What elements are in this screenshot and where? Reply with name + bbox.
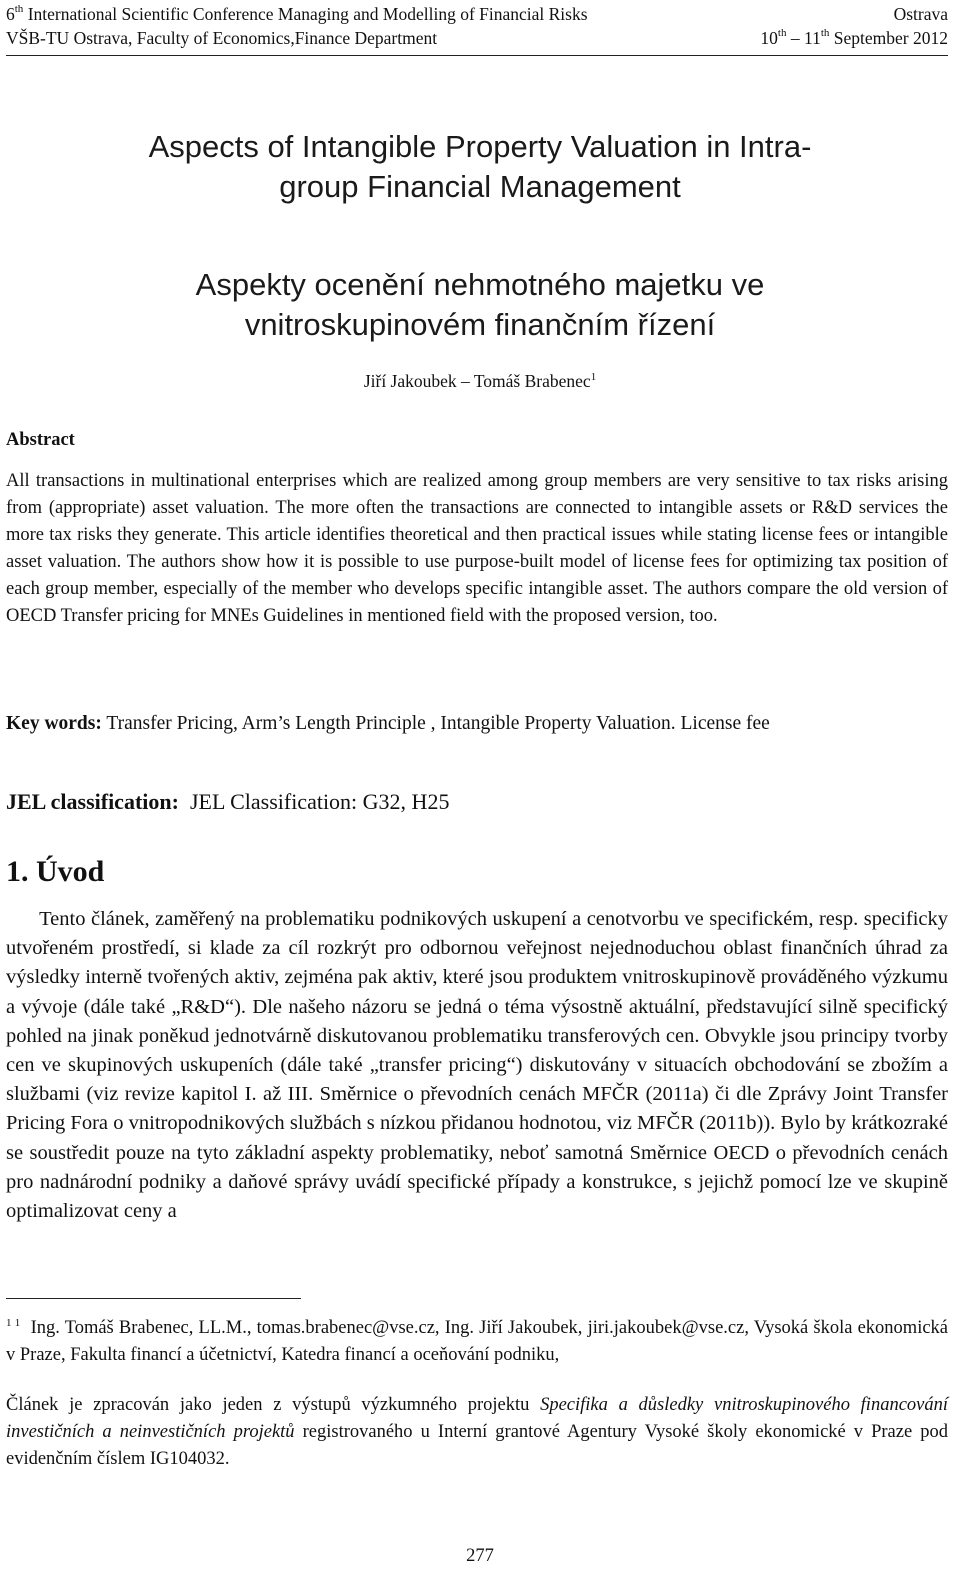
- author-line: Jiří Jakoubek – Tomáš Brabenec$^1$: [363, 371, 597, 391]
- section-heading: 1. Úvod: [6, 855, 105, 888]
- page-number: 277: [466, 1546, 494, 1566]
- footnote-divider: [6, 1298, 301, 1299]
- paper-title-czech: Aspekty ocenění nehmotného majetku ve vnitroskupinovém finančním řízení: [195, 267, 765, 342]
- introduction-text: Tento článek, zaměřený na problematiku podnikových uskupení a cenotvorbu ve specifickém, resp. specificky utvořeném prostředí, si klade za cíl rozkrýt pro odbornou veřejnost nejednoduchou oblast finančních úhrad za výsledky interně tvořených aktiv, zejména pak aktiv, které jsou produktem vnitroskupinově prováděného výzkumu a vývoje (dále také „R&D“). Dle našeho názoru se jedná o téma výsostně aktuální, představující silně specifický pohled na jinak poněkud jednotvárně diskutovanou problematiku transferových cen. Obvykle jsou principy tvorby cen ve skupinových uskupeních (dále také „transfer pricing“) diskutovány v situacích obchodování se zbožím a službami (viz revize kapitol I. až III. Směrnice o převodních cenách MFČR (2011a) či dle Zprávy Joint Transfer Pricing Fora o vnitropodnikových službách s nízkou přidanou hodnotou, viz MFČR (2011b)). Bylo by krátkozraké se soustředit pouze na tyto základní aspekty problematiky, neboť samotná Směrnice OECD o převodních cenách pro nadnárodní podniky a daňové správy uvádí specifické případy a konstrukce, s jejichž pomocí lze ve skupině optimalizovat ceny a: [6, 908, 949, 1223]
- author-footnote-mark: 1: [590, 371, 597, 384]
- abstract-heading: Abstract: [6, 430, 75, 450]
- jel-classification: JEL classification: JEL Classification: G32, H25: [6, 789, 450, 814]
- abstract-text: All transactions in multinational enterprises which are realized among group members are very sensitive to tax risks arising from (appropriate) asset valuation. The more often the transactions are connected to intangible assets or R&D services the more tax risks they generate. This article identifies theoretical and then practical issues while stating license fees or intangible asset valuation. The authors show how it is possible to use purpose-built model of license fees for optimizing tax position of each group member, especially of the member who develops specific intangible asset. The authors compare the old version of OECD Transfer pricing for MNEs Guidelines in mentioned field with the proposed version, too.: [6, 471, 948, 626]
- header-date: 10th – 11th September 2012: [760, 27, 948, 48]
- funding-note: Článek je zpracován jako jeden z výstupů výzkumného projektu Specifika a důsledky vnitroskupinového financování investičních a neinvestičních projektů registrovaného u Interní grantové Agentury Vysoké školy ekonomické v Praze pod evidenčním číslem IG104032.: [6, 1395, 949, 1469]
- conference-line: 6th International Scientific Conference Managing and Modelling of Financial Risks: [6, 3, 588, 24]
- footnote: $^{1 1}$ Ing. Tomáš Brabenec, LL.M., tomas.brabenec@vse.cz, Ing. Jiří Jakoubek, jiri.jakoubek@vse.cz, Vysoká škola ekonomická v Praze, Fakulta financí a účetnictví, Katedra financí a oceňování podniku,: [6, 1317, 949, 1366]
- running-header: [6, 2, 948, 50]
- keywords: Key words: Transfer Pricing, Arm’s Length Principle , Intangible Property Valuation. License fee: [6, 713, 770, 734]
- header-divider: [6, 55, 948, 56]
- header-city: Ostrava: [893, 4, 948, 24]
- paper-title-english: Aspects of Intangible Property Valuation in Intra- group Financial Management: [148, 129, 812, 204]
- header-institution: VŠB-TU Ostrava, Faculty of Economics,Finance Department: [6, 28, 438, 48]
